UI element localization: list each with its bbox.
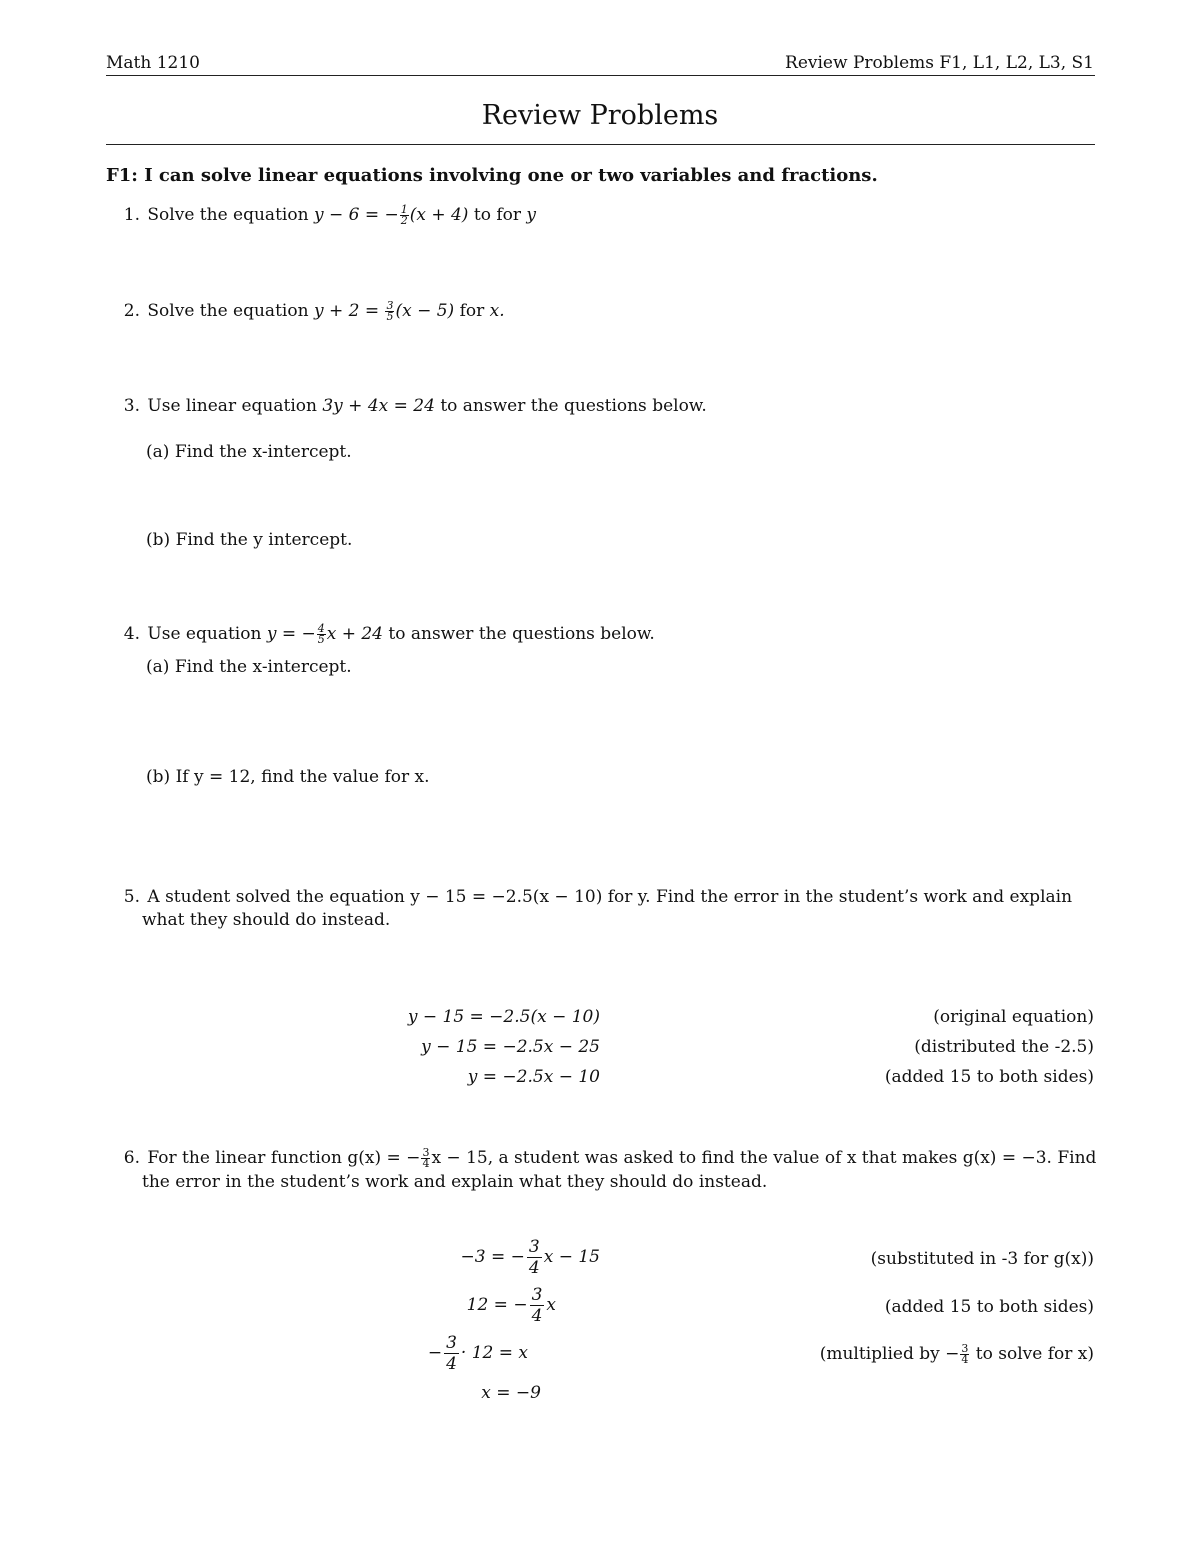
fraction-four-fifths: $\frac{4}{5}$ bbox=[317, 622, 325, 646]
step-note-a: (multiplied by − bbox=[819, 1344, 960, 1364]
part-text: Find the x-intercept. bbox=[174, 442, 352, 462]
problem-text: Use equation bbox=[147, 624, 262, 644]
problem-variable: x. bbox=[489, 301, 505, 321]
step-note-b: to solve for x) bbox=[975, 1344, 1094, 1364]
title-rule bbox=[106, 144, 1095, 145]
problem-text-post: to answer the questions below. bbox=[440, 396, 707, 416]
header-rule bbox=[106, 75, 1095, 76]
step-equation: y − 15 = −2.5(x − 10) bbox=[407, 1007, 600, 1027]
problem-2 bbox=[106, 301, 505, 322]
step-equation: y = −2.5x − 10 bbox=[467, 1067, 600, 1087]
fraction-three-fifths: $\frac{3}{5}$ bbox=[386, 299, 394, 323]
problem-number: 4. bbox=[123, 624, 140, 644]
part-text: If y = 12, find the value for x. bbox=[175, 767, 430, 787]
problem-number: 6. bbox=[123, 1148, 140, 1168]
part-label: (a) bbox=[146, 657, 170, 677]
step-note bbox=[820, 1344, 1094, 1365]
problem-3 bbox=[106, 396, 707, 416]
problem-variable: y bbox=[526, 205, 536, 225]
step-rhs: · 12 = x bbox=[460, 1343, 528, 1363]
fraction-three-quarters: $\frac{3}{4}$ bbox=[961, 1342, 969, 1366]
fraction-three-quarters: $\frac{3}{4}$ bbox=[446, 1333, 457, 1374]
fraction-three-quarters: $\frac{3}{4}$ bbox=[422, 1146, 430, 1170]
step-equation: y − 15 = −2.5x − 25 bbox=[421, 1037, 600, 1057]
step-note: (substituted in -3 for g(x)) bbox=[870, 1249, 1094, 1269]
problem-text: For the linear function g(x) = − bbox=[147, 1148, 421, 1168]
step-lhs: − bbox=[427, 1343, 443, 1363]
fraction-three-quarters: $\frac{3}{4}$ bbox=[528, 1237, 540, 1278]
step-rhs: x − 15 bbox=[543, 1247, 600, 1267]
section-heading bbox=[106, 165, 878, 186]
problem-text: A student solved the equation y − 15 = −2.5(x − 10) for y. Find the error in the student’s work and explain bbox=[147, 887, 1073, 907]
problem-4a bbox=[146, 657, 352, 677]
problem-3b bbox=[146, 530, 352, 550]
step-note: (added 15 to both sides) bbox=[884, 1297, 1094, 1317]
problem-text-post: for bbox=[459, 301, 485, 321]
course-label: Math 1210 bbox=[106, 53, 200, 73]
problem-6-line2: the error in the student’s work and explain what they should do instead. bbox=[142, 1172, 768, 1192]
problem-3a bbox=[146, 442, 352, 462]
step-lhs: 12 = − bbox=[466, 1295, 528, 1315]
problem-4b bbox=[146, 767, 430, 787]
part-label: (b) bbox=[146, 767, 171, 787]
step-note: (added 15 to both sides) bbox=[884, 1067, 1094, 1087]
problem-number: 1. bbox=[123, 205, 140, 225]
step-equation: x = −9 bbox=[481, 1383, 541, 1403]
section-label: F1: bbox=[106, 165, 138, 186]
problem-5 bbox=[106, 887, 1072, 907]
section-text: I can solve linear equations involving one or two variables and fractions. bbox=[144, 165, 878, 186]
step-rhs: x bbox=[546, 1295, 556, 1315]
part-text: Find the x-intercept. bbox=[174, 657, 352, 677]
fraction-three-quarters: $\frac{3}{4}$ bbox=[531, 1285, 543, 1326]
equation-3: 3y + 4x = 24 bbox=[322, 396, 435, 416]
problem-text-post: to for bbox=[473, 205, 521, 225]
step-note: (distributed the -2.5) bbox=[914, 1037, 1094, 1057]
problem-text-cont: x − 15, a student was asked to find the value of x that makes g(x) = −3. Find bbox=[431, 1148, 1097, 1168]
problem-number: 3. bbox=[123, 396, 140, 416]
problem-6 bbox=[106, 1148, 1096, 1169]
equation-1: y − 6 = − $\frac{1}{2}$ (x + 4) bbox=[313, 203, 469, 227]
problem-text: Solve the equation bbox=[147, 301, 309, 321]
step-equation bbox=[300, 1285, 556, 1326]
part-text: Find the y intercept. bbox=[175, 530, 353, 550]
page-title: Review Problems bbox=[481, 100, 719, 131]
step-equation bbox=[300, 1237, 600, 1278]
problem-text: Solve the equation bbox=[147, 205, 309, 225]
topics-label: Review Problems F1, L1, L2, L3, S1 bbox=[785, 53, 1094, 73]
part-label: (a) bbox=[146, 442, 170, 462]
step-equation bbox=[300, 1333, 528, 1374]
step-note: (original equation) bbox=[933, 1007, 1094, 1027]
problem-1 bbox=[106, 205, 536, 226]
problem-4 bbox=[106, 624, 655, 645]
part-label: (b) bbox=[146, 530, 171, 550]
equation-2: y + 2 = $\frac{3}{5}$ (x − 5) bbox=[313, 299, 455, 323]
problem-text: Use linear equation bbox=[147, 396, 317, 416]
fraction-one-half: $\frac{1}{2}$ bbox=[400, 203, 408, 227]
problem-text-post: to answer the questions below. bbox=[388, 624, 655, 644]
problem-number: 2. bbox=[123, 301, 140, 321]
problem-5-line2: what they should do instead. bbox=[142, 910, 391, 930]
problem-number: 5. bbox=[123, 887, 140, 907]
step-lhs: −3 = − bbox=[460, 1247, 525, 1267]
equation-4: y = − $\frac{4}{5}$ x + 24 bbox=[266, 622, 383, 646]
